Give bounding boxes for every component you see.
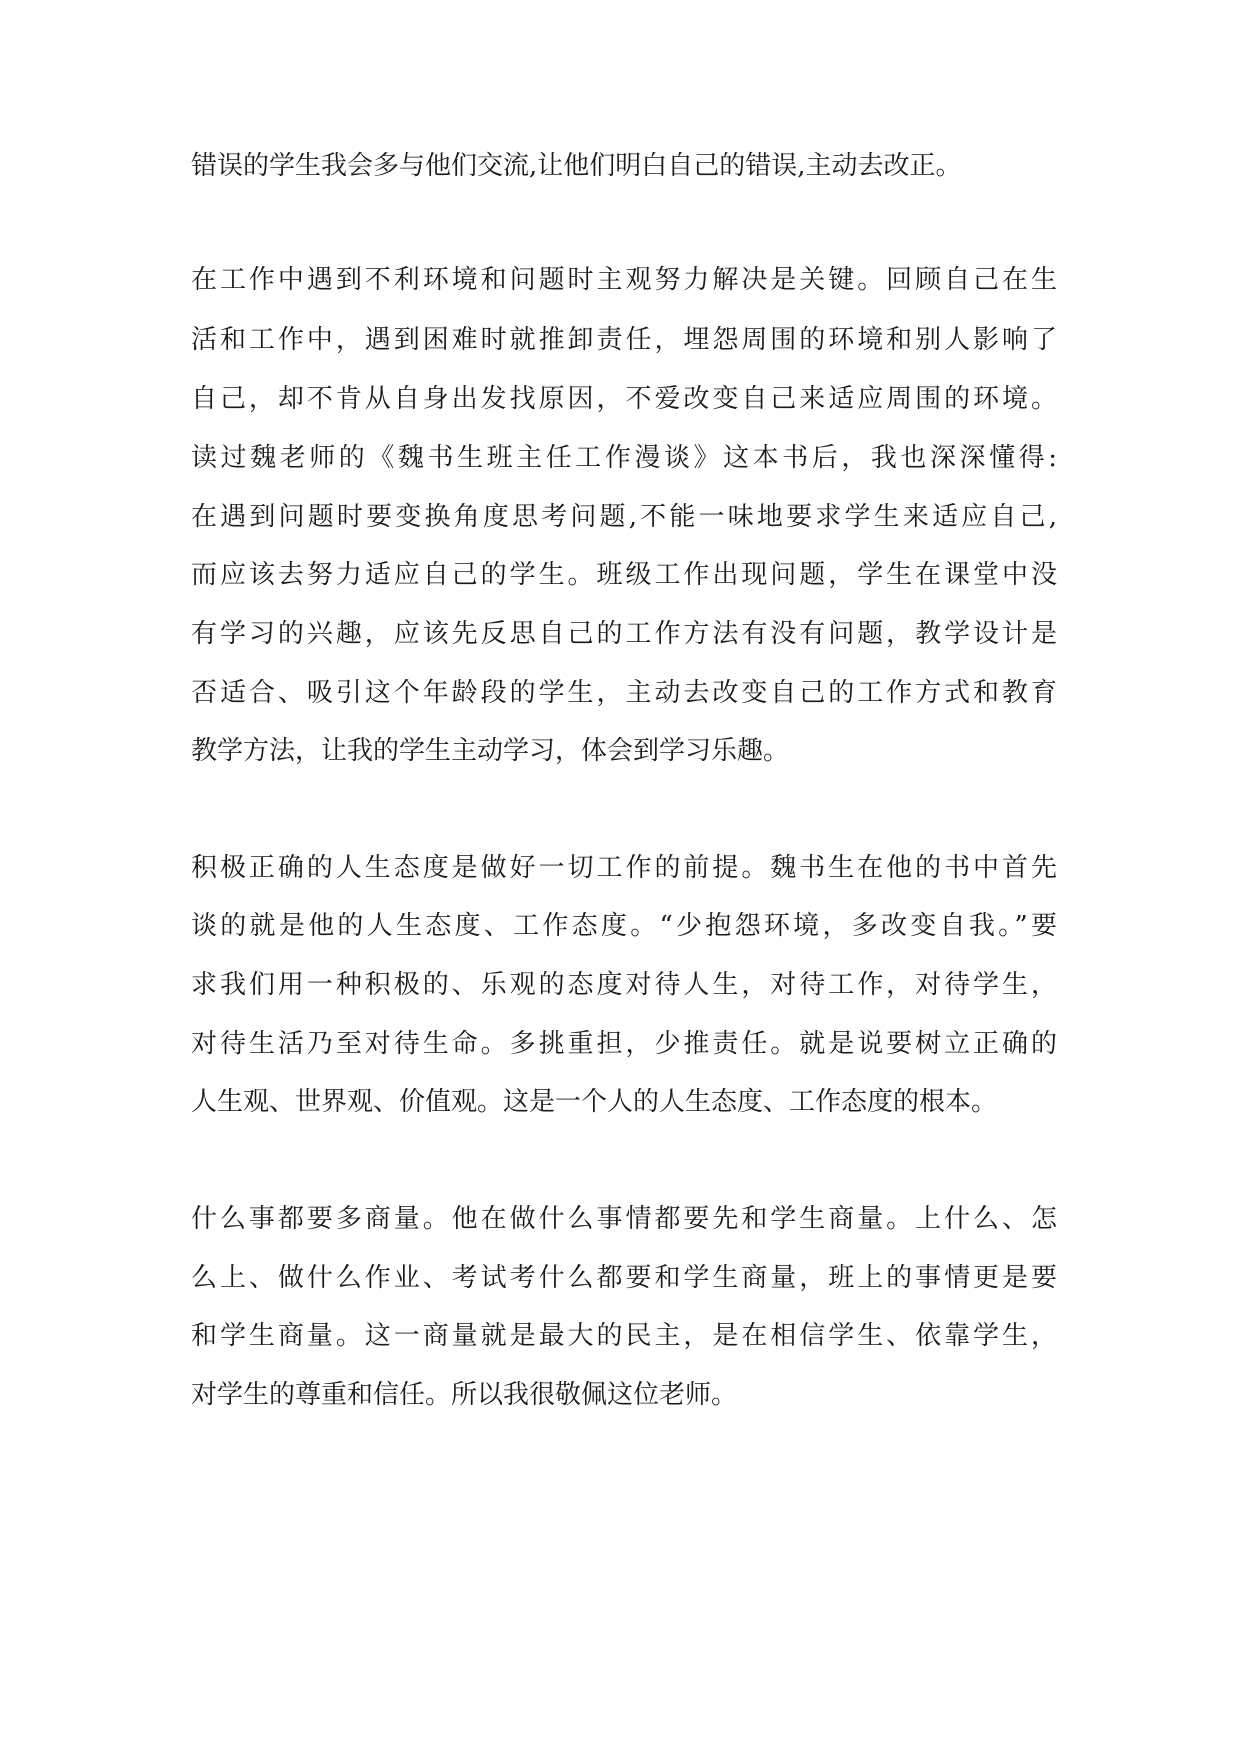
paragraph-4-line-1: 什么事都要多商量。他在做什么事情都要先和学生商量。上什么、怎: [191, 1204, 1057, 1234]
paragraph-2-line-5: 在遇到问题时要变换角度思考问题,不能一味地要求学生来适应自己,: [191, 502, 1057, 532]
paragraph-2-line-8: 否适合、吸引这个年龄段的学生，主动去改变自己的工作方式和教育: [191, 678, 1057, 708]
paragraph-2-line-9: 教学方法，让我的学生主动学习，体会到学习乐趣。: [191, 736, 790, 766]
paragraph-1-line-1: 错误的学生我会多与他们交流,让他们明白自己的错误,主动去改正。: [191, 151, 962, 181]
paragraph-3-line-4: 对待生活乃至对待生命。多挑重担，少推责任。就是说要树立正确的: [191, 1029, 1057, 1059]
paragraph-2-line-7: 有学习的兴趣，应该先反思自己的工作方法有没有问题，教学设计是: [191, 619, 1057, 649]
paragraph-3-line-3: 求我们用一种积极的、乐观的态度对待人生，对待工作，对待学生，: [191, 970, 1057, 1000]
paragraph-3-line-1: 积极正确的人生态度是做好一切工作的前提。魏书生在他的书中首先: [191, 853, 1057, 883]
paragraph-3-line-2: 谈的就是他的人生态度、工作态度。“少抱怨环境，多改变自我。”要: [191, 911, 1057, 941]
paragraph-3-line-5: 人生观、世界观、价值观。这是一个人的人生态度、工作态度的根本。: [191, 1087, 998, 1117]
paragraph-2-line-3: 自己，却不肯从自身出发找原因，不爱改变自己来适应周围的环境。: [191, 384, 1057, 414]
paragraph-4-line-3: 和学生商量。这一商量就是最大的民主，是在相信学生、依靠学生，: [191, 1321, 1057, 1351]
paragraph-2-line-1: 在工作中遇到不利环境和问题时主观努力解决是关键。回顾自己在生: [191, 265, 1057, 295]
paragraph-4-line-4: 对学生的尊重和信任。所以我很敬佩这位老师。: [191, 1380, 738, 1410]
paragraph-2-line-4: 读过魏老师的《魏书生班主任工作漫谈》这本书后，我也深深懂得:: [191, 443, 1057, 473]
paragraph-2-line-6: 而应该去努力适应自己的学生。班级工作出现问题，学生在课堂中没: [191, 560, 1057, 590]
paragraph-2-line-2: 活和工作中，遇到困难时就推卸责任，埋怨周围的环境和别人影响了: [191, 325, 1057, 355]
paragraph-4-line-2: 么上、做什么作业、考试考什么都要和学生商量，班上的事情更是要: [191, 1263, 1057, 1293]
